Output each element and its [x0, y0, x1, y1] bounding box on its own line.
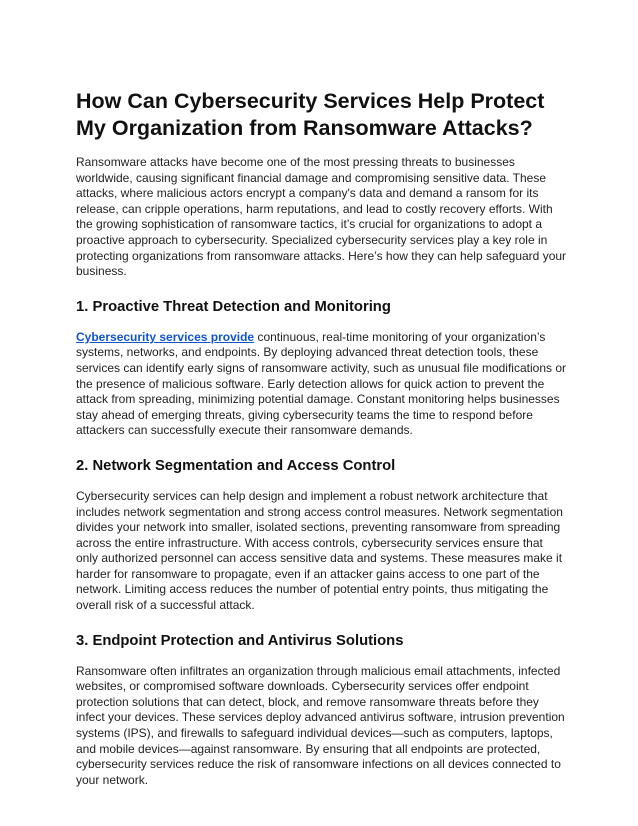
section-body-endpoint-protection: Ransomware often infiltrates an organization through malicious email attachments, infected websites, or compromised software downloads. Cybersecurity services offer endpoint protection solutions that can detect, block, and remove ransomware threats before they infect your devices. These services deploy advanced antivirus software, intrusion prevention systems (IPS), and firewalls to safeguard individual devices—such as computers, laptops, and mobile devices—against ransomware. By ensuring that all endpoints are protected, cybersecurity services reduce the risk of ransomware infections on all devices connected to your network. — [76, 663, 565, 787]
document-page — [76, 88, 568, 788]
section-body-network-segmentation: Cybersecurity services can help design and implement a robust network architecture that includes network segmentation and strong access control measures. Network segmentation divides your network into smaller, isolated sections, preventing ransomware from spreading across the entire infrastructure. With access controls, cybersecurity services ensure that only authorized personnel can access sensitive data and systems. These measures make it harder for ransomware to propagate, even if an attacker gains access to one part of the network. Limiting access reduces the number of potential entry points, thus mitigating the overall risk of a successful attack. — [76, 488, 563, 613]
page-title: How Can Cybersecurity Services Help Protect My Organization from Ransomware Attacks? — [76, 89, 545, 140]
intro-paragraph: Ransomware attacks have become one of the most pressing threats to businesses worldwide, causing significant financial damage and compromising sensitive data. These attacks, where malicious actors encrypt a company's data and demand a ransom for its release, can cripple operations, harm reputations, and lead to costly recovery efforts. With the growing sophistication of ransomware tactics, it’s crucial for organizations to adopt a proactive approach to cybersecurity. Specialized cybersecurity services play a key role in protecting organizations from ransomware attacks. Here’s how they can help safeguard your business. — [76, 155, 567, 279]
cybersecurity-services-link[interactable]: Cybersecurity services provide — [76, 329, 255, 344]
section-body-threat-detection-text: continuous, real-time monitoring of your organization’s systems, networks, and endpoints. By deploying advanced threat detection tools, these services can identify early signs of ransomware activity, such as unusual file modifications or the presence of malicious software. Early detection allows for quick action to prevent the attack from spreading, minimizing potential damage. Constant monitoring helps businesses stay ahead of emerging threats, giving cybersecurity teams the time to respond before attackers can successfully execute their ransomware demands. — [76, 329, 566, 438]
section-heading-endpoint-protection: 3. Endpoint Protection and Antivirus Solutions — [76, 632, 404, 649]
section-heading-threat-detection: 1. Proactive Threat Detection and Monitoring — [76, 298, 391, 315]
section-heading-network-segmentation: 2. Network Segmentation and Access Control — [76, 457, 396, 474]
section-body-threat-detection — [76, 330, 568, 439]
